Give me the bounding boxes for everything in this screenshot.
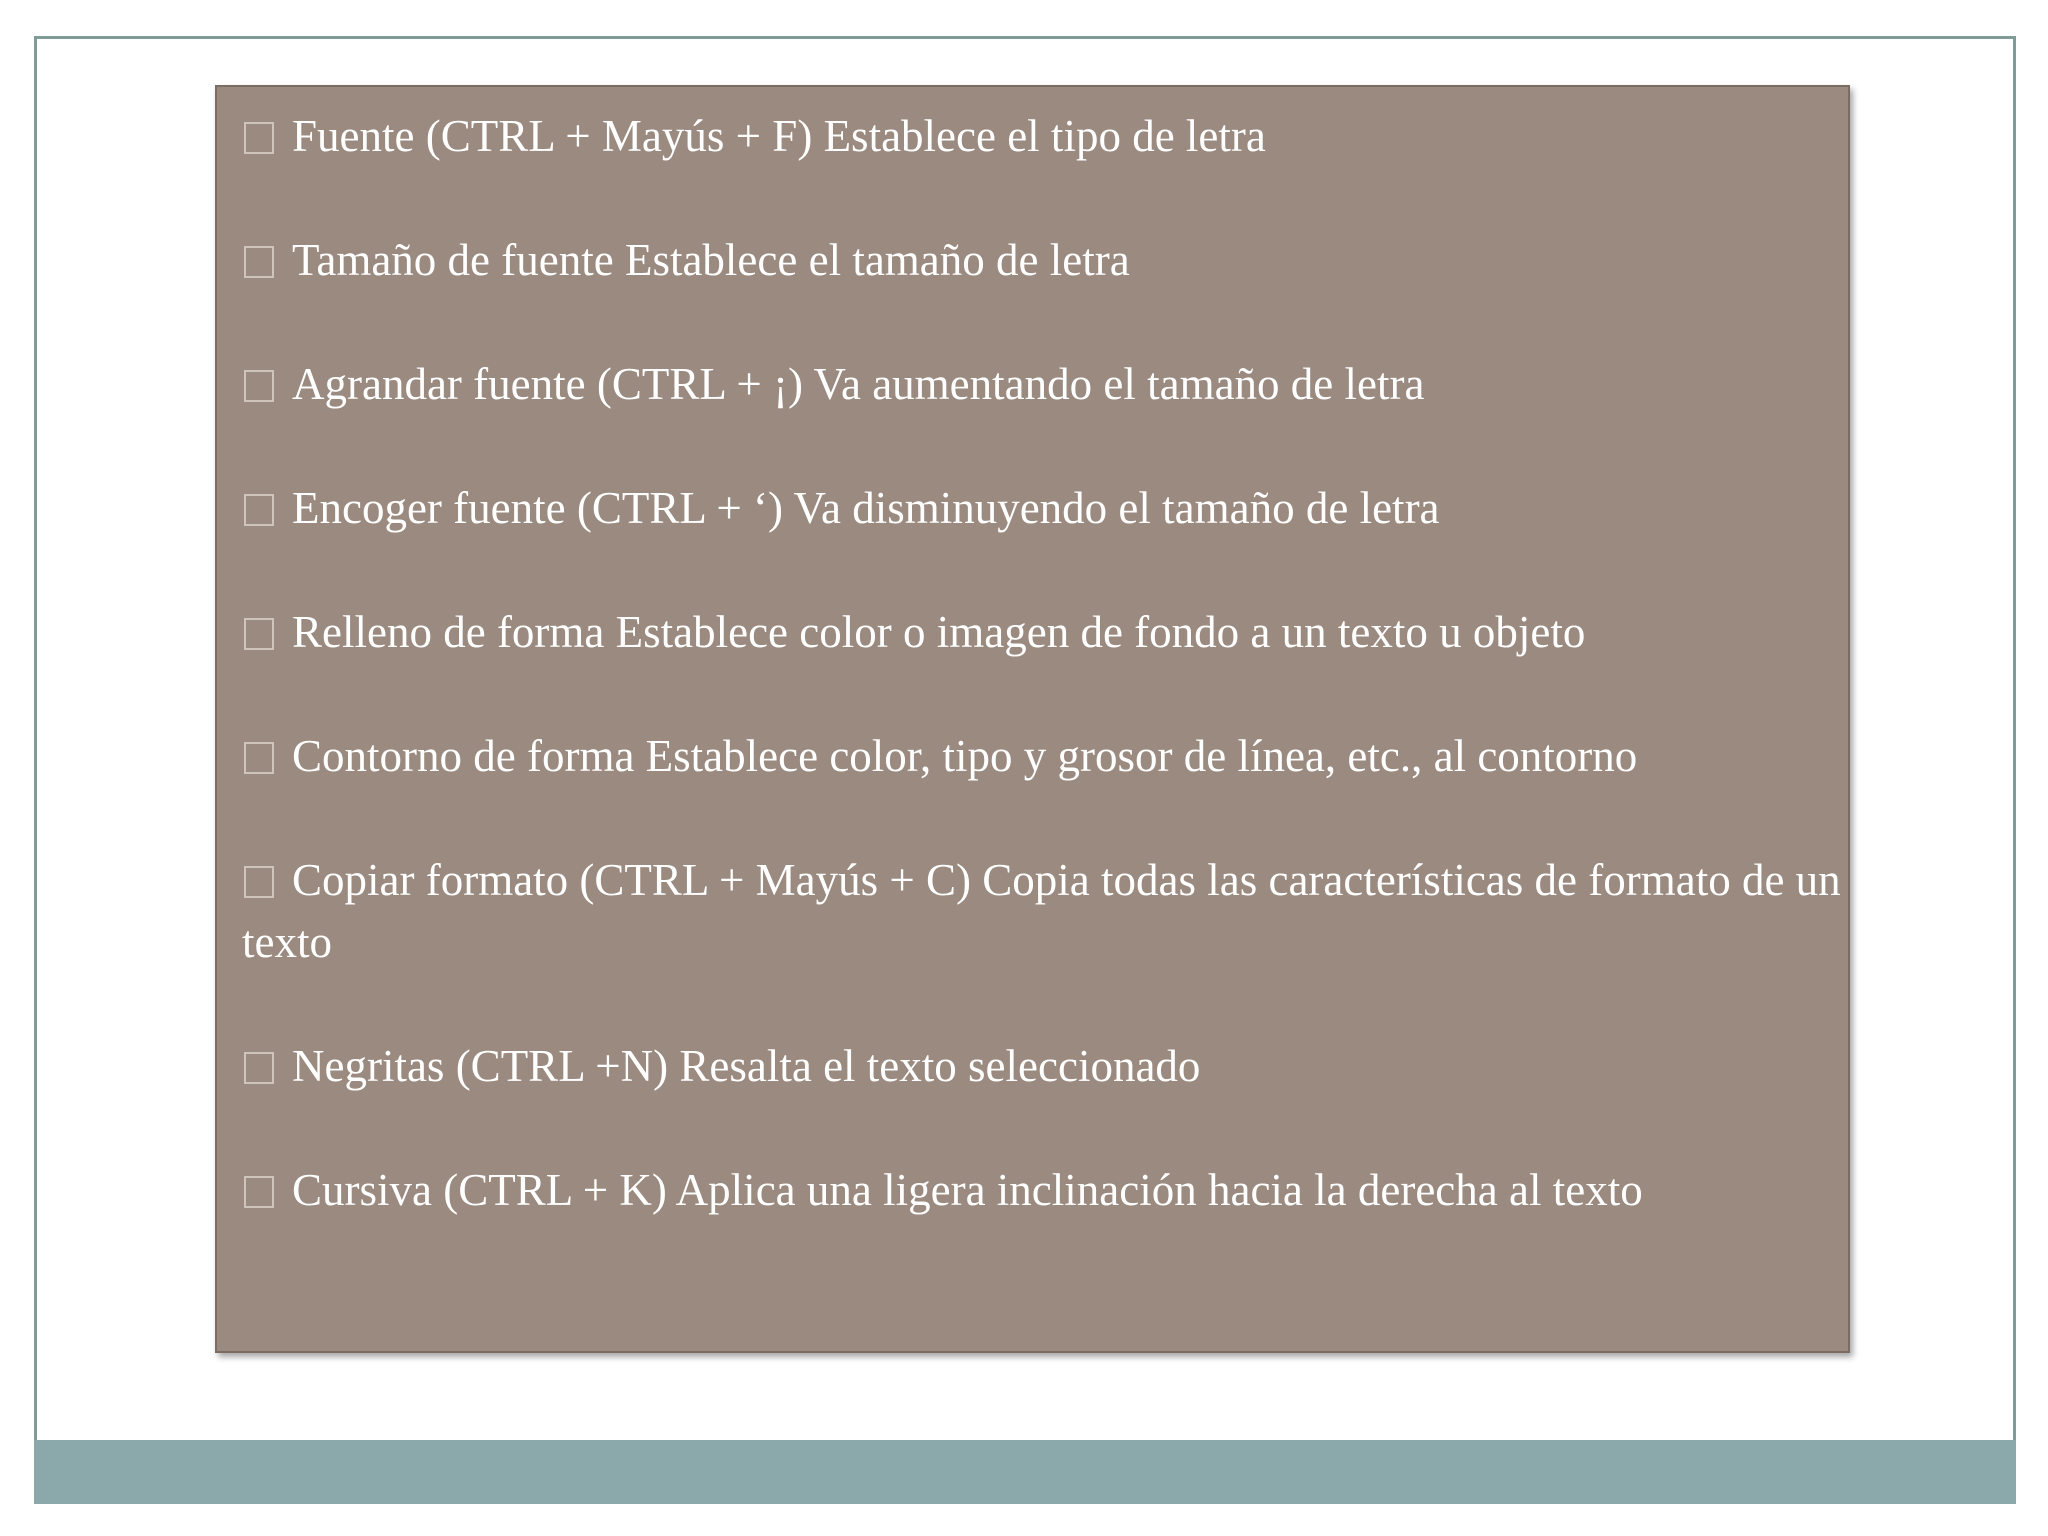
- missing-glyph-box-icon: [244, 246, 274, 278]
- list-item-text: Agrandar fuente (CTRL + ¡) Va aumentando el tamaño de letra: [292, 359, 1425, 409]
- list-item-text: Contorno de forma Establece color, tipo y grosor de línea, etc., al contorno: [292, 731, 1638, 781]
- missing-glyph-box-icon: [244, 122, 274, 154]
- shortcut-list: [242, 105, 1842, 1283]
- list-item-text: Copiar formato (CTRL + Mayús + C) Copia todas las características de formato de un texto: [242, 855, 1841, 967]
- missing-glyph-box-icon: [244, 494, 274, 526]
- content-box: [215, 85, 1850, 1353]
- list-item: [242, 353, 1842, 415]
- list-item-text: Tamaño de fuente Establece el tamaño de letra: [292, 235, 1130, 285]
- list-item-text: Fuente (CTRL + Mayús + F) Establece el tipo de letra: [292, 111, 1266, 161]
- list-item: [242, 849, 1842, 973]
- list-item: [242, 601, 1842, 663]
- missing-glyph-box-icon: [244, 742, 274, 774]
- missing-glyph-box-icon: [244, 618, 274, 650]
- list-item: [242, 105, 1842, 167]
- list-item-text: Encoger fuente (CTRL + ‘) Va disminuyendo el tamaño de letra: [292, 483, 1440, 533]
- list-item-text: Cursiva (CTRL + K) Aplica una ligera inclinación hacia la derecha al texto: [292, 1165, 1643, 1215]
- missing-glyph-box-icon: [244, 1052, 274, 1084]
- list-item: [242, 1159, 1842, 1221]
- list-item: [242, 229, 1842, 291]
- missing-glyph-box-icon: [244, 866, 274, 898]
- list-item-text: Relleno de forma Establece color o imagen de fondo a un texto u objeto: [292, 607, 1586, 657]
- list-item-text: Negritas (CTRL +N) Resalta el texto seleccionado: [292, 1041, 1201, 1091]
- list-item: [242, 477, 1842, 539]
- footer-band: [34, 1440, 2016, 1504]
- list-item: [242, 1035, 1842, 1097]
- list-item: [242, 725, 1842, 787]
- missing-glyph-box-icon: [244, 370, 274, 402]
- missing-glyph-box-icon: [244, 1176, 274, 1208]
